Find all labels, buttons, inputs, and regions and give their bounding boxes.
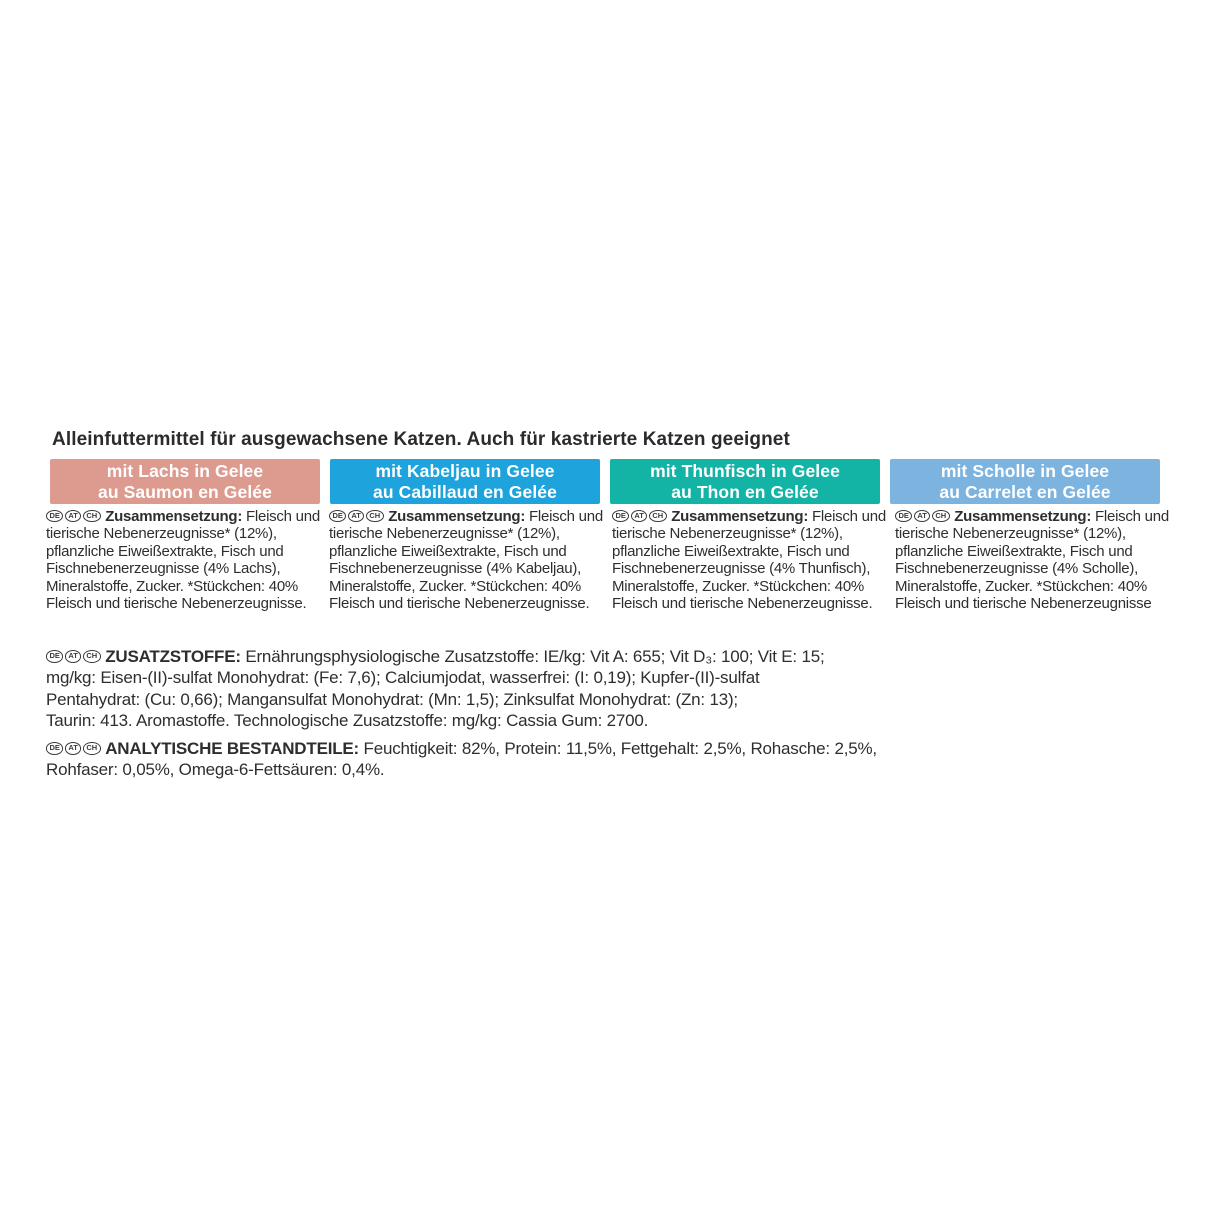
badge-at: AT bbox=[65, 510, 81, 523]
variant-name-de: mit Scholle in Gelee bbox=[940, 460, 1110, 481]
country-badges bbox=[895, 507, 951, 524]
badge-de: DE bbox=[46, 510, 63, 523]
badge-ch: CH bbox=[83, 510, 101, 523]
badge-de: DE bbox=[46, 650, 63, 663]
composition-line: Fischnebenerzeugnisse (4% Lachs), bbox=[46, 560, 281, 578]
composition-line: Mineralstoffe, Zucker. *Stückchen: 40% bbox=[46, 577, 299, 595]
composition-line: Mineralstoffe, Zucker. *Stückchen: 40% bbox=[895, 577, 1148, 595]
composition-lachs bbox=[46, 507, 320, 613]
badge-at: AT bbox=[65, 742, 81, 755]
additives-line: Taurin: 413. Aromastoffe. Technologische Zusatzstoffe: mg/kg: Cassia Gum: 2700. bbox=[46, 711, 649, 731]
variant-name-de: mit Thunfisch in Gelee bbox=[650, 460, 840, 481]
badge-de: DE bbox=[46, 742, 63, 755]
composition-line: Fleisch und tierische Nebenerzeugnisse. bbox=[329, 595, 590, 613]
additives-line: Pentahydrat: (Cu: 0,66); Mangansulfat Monohydrat: (Mn: 1,5); Zinksulfat Monohydrat: (Zn: 13); bbox=[46, 689, 738, 709]
composition-line: Fleisch und bbox=[1091, 508, 1169, 525]
variant-header-thunfisch bbox=[610, 459, 880, 504]
composition-line: Fischnebenerzeugnisse (4% Scholle), bbox=[895, 560, 1139, 578]
composition-line: pflanzliche Eiweißextrakte, Fisch und bbox=[895, 542, 1133, 560]
composition-label: Zusammensetzung: bbox=[954, 508, 1092, 525]
variant-header-scholle bbox=[890, 459, 1160, 504]
country-badges bbox=[612, 507, 668, 524]
badge-at: AT bbox=[348, 510, 364, 523]
analytical-paragraph bbox=[46, 737, 877, 781]
analytical-line: Feuchtigkeit: 82%, Protein: 11,5%, Fettgehalt: 2,5%, Rohasche: 2,5%, bbox=[359, 739, 877, 758]
additives-label: ZUSATZSTOFFE: bbox=[105, 647, 241, 666]
country-badges bbox=[46, 507, 102, 524]
variant-name-fr: au Cabillaud en Gelée bbox=[373, 481, 557, 502]
composition-label: Zusammensetzung: bbox=[388, 508, 526, 525]
badge-ch: CH bbox=[83, 650, 101, 663]
variant-name-fr: au Thon en Gelée bbox=[671, 481, 819, 502]
composition-line: tierische Nebenerzeugnisse* (12%), bbox=[329, 525, 560, 543]
composition-line: pflanzliche Eiweißextrakte, Fisch und bbox=[612, 542, 850, 560]
badge-de: DE bbox=[895, 510, 912, 523]
composition-thunfisch bbox=[612, 507, 886, 613]
badge-ch: CH bbox=[649, 510, 667, 523]
variant-header-lachs bbox=[50, 459, 320, 504]
badge-ch: CH bbox=[932, 510, 950, 523]
additives-line: mg/kg: Eisen-(II)-sulfat Monohydrat: (Fe: 7,6); Calciumjodat, wasserfrei: (I: 0,19); Kupfer-(II)-sulfat bbox=[46, 668, 760, 688]
variant-header-row bbox=[50, 459, 1160, 504]
variant-name-de: mit Kabeljau in Gelee bbox=[375, 460, 555, 481]
badge-ch: CH bbox=[83, 742, 101, 755]
composition-line: Fleisch und bbox=[242, 508, 320, 525]
badge-at: AT bbox=[631, 510, 647, 523]
composition-scholle bbox=[895, 507, 1169, 613]
composition-label: Zusammensetzung: bbox=[671, 508, 809, 525]
analytical-label: ANALYTISCHE BESTANDTEILE: bbox=[105, 739, 360, 758]
composition-line: Fischnebenerzeugnisse (4% Thunfisch), bbox=[612, 560, 871, 578]
composition-line: tierische Nebenerzeugnisse* (12%), bbox=[612, 525, 843, 543]
badge-at: AT bbox=[65, 650, 81, 663]
composition-row bbox=[46, 507, 1169, 613]
country-badges bbox=[329, 507, 385, 524]
badge-de: DE bbox=[612, 510, 629, 523]
variant-name-fr: au Carrelet en Gelée bbox=[939, 481, 1111, 502]
badge-at: AT bbox=[914, 510, 930, 523]
analytical-line: Rohfaser: 0,05%, Omega-6-Fettsäuren: 0,4%. bbox=[46, 760, 385, 780]
variant-name-de: mit Lachs in Gelee bbox=[106, 460, 264, 481]
composition-line: Fischnebenerzeugnisse (4% Kabeljau), bbox=[329, 560, 581, 578]
badge-ch: CH bbox=[366, 510, 384, 523]
composition-line: Fleisch und tierische Nebenerzeugnisse. bbox=[46, 595, 307, 613]
composition-line: Fleisch und bbox=[525, 508, 603, 525]
variant-name-fr: au Saumon en Gelée bbox=[98, 481, 272, 502]
composition-line: pflanzliche Eiweißextrakte, Fisch und bbox=[329, 542, 567, 560]
composition-line: tierische Nebenerzeugnisse* (12%), bbox=[895, 525, 1126, 543]
badge-de: DE bbox=[329, 510, 346, 523]
composition-line: Mineralstoffe, Zucker. *Stückchen: 40% bbox=[612, 577, 865, 595]
composition-line: Fleisch und bbox=[808, 508, 886, 525]
composition-line: Fleisch und tierische Nebenerzeugnisse. bbox=[612, 595, 873, 613]
country-badges bbox=[46, 737, 102, 758]
page-title: Alleinfuttermittel für ausgewachsene Katzen. Auch für kastrierte Katzen geeignet bbox=[52, 429, 790, 450]
additives-paragraph bbox=[46, 645, 824, 732]
composition-line: tierische Nebenerzeugnisse* (12%), bbox=[46, 525, 277, 543]
composition-kabeljau bbox=[329, 507, 603, 613]
composition-line: pflanzliche Eiweißextrakte, Fisch und bbox=[46, 542, 284, 560]
country-badges bbox=[46, 645, 102, 666]
variant-header-kabeljau bbox=[330, 459, 600, 504]
composition-line: Fleisch und tierische Nebenerzeugnisse bbox=[895, 595, 1152, 613]
additives-line: Ernährungsphysiologische Zusatzstoffe: IE/kg: Vit A: 655; Vit D₃: 100; Vit E: 15; bbox=[240, 647, 825, 666]
composition-line: Mineralstoffe, Zucker. *Stückchen: 40% bbox=[329, 577, 582, 595]
composition-label: Zusammensetzung: bbox=[105, 508, 243, 525]
